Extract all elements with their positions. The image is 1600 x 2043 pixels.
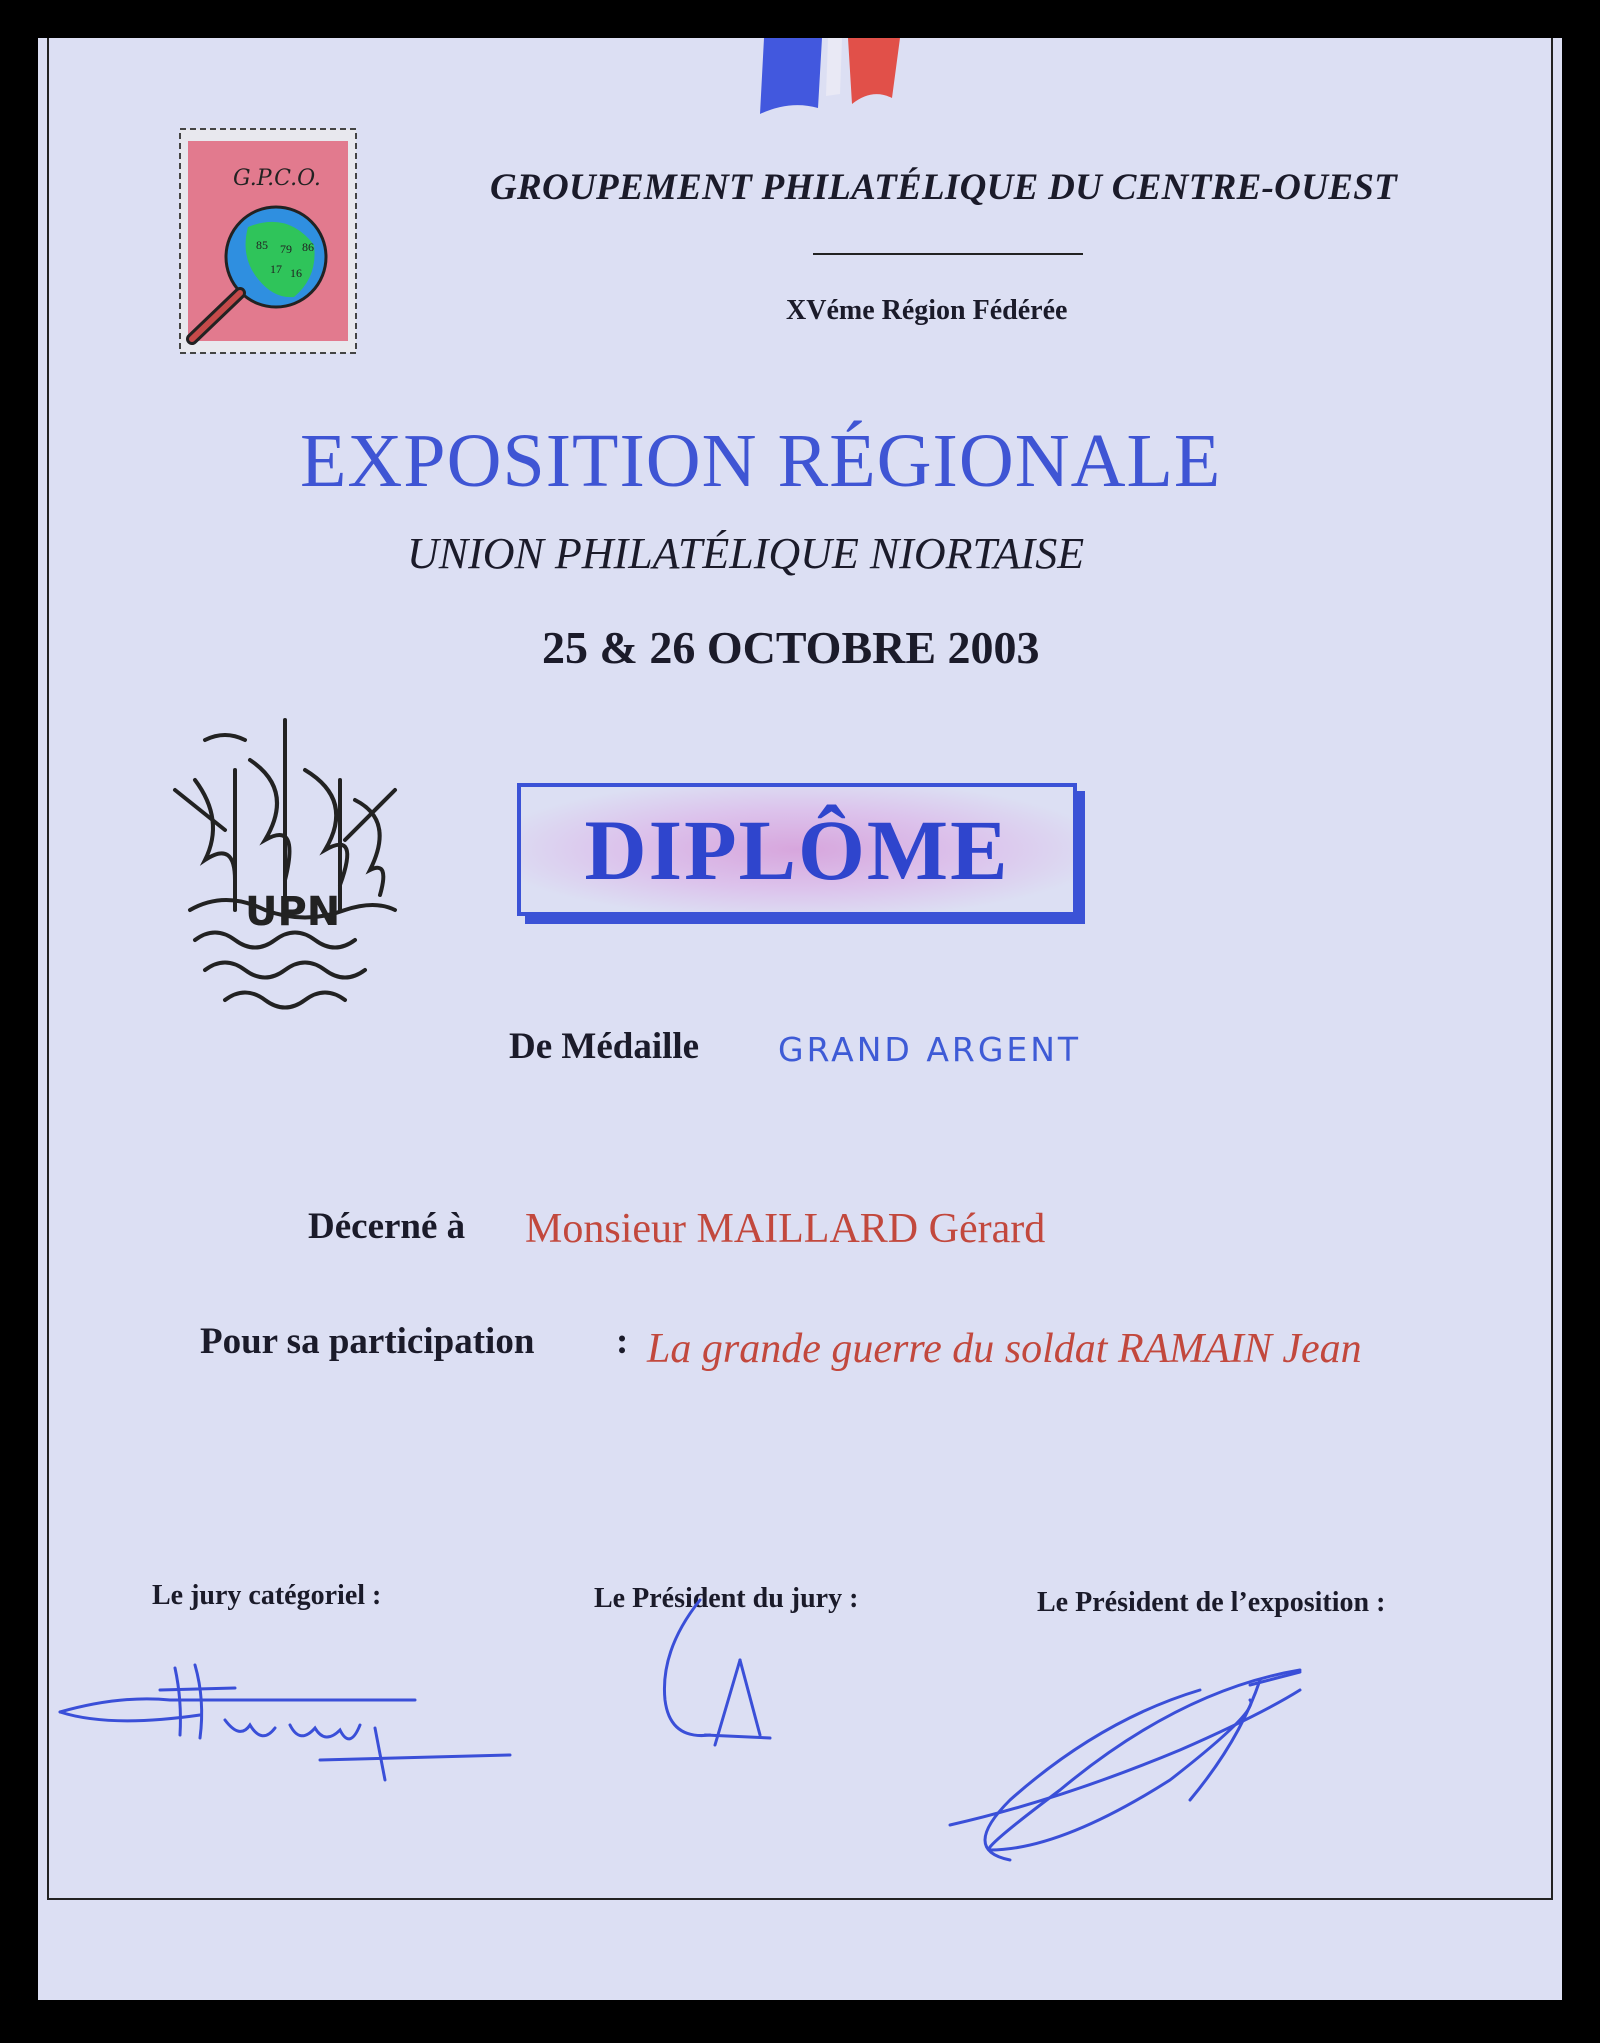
participation-label: Pour sa participation xyxy=(200,1321,535,1362)
jury-president-signature-label: Le Président du jury : xyxy=(594,1583,859,1614)
flag-icon xyxy=(760,38,900,118)
svg-text:85: 85 xyxy=(256,238,268,252)
logo-text: G.P.C.O. xyxy=(233,166,321,191)
awarded-label: Décerné à xyxy=(308,1206,466,1247)
svg-text:16: 16 xyxy=(290,266,302,280)
event-host: UNION PHILATÉLIQUE NIORTAISE xyxy=(407,529,1085,578)
region-label: XVéme Région Fédérée xyxy=(786,295,1068,326)
divider xyxy=(813,253,1083,255)
jury-signature-label: Le jury catégoriel : xyxy=(152,1580,382,1611)
participation-colon: : xyxy=(616,1321,629,1362)
awarded-value: Monsieur MAILLARD Gérard xyxy=(525,1206,1046,1252)
event-title: EXPOSITION RÉGIONALE xyxy=(300,419,1222,503)
organization-name: GROUPEMENT PHILATÉLIQUE DU CENTRE-OUEST xyxy=(490,167,1397,208)
svg-text:17: 17 xyxy=(270,262,282,276)
diploma-heading: DIPLÔME xyxy=(584,801,1010,898)
participation-value: La grande guerre du soldat RAMAIN Jean xyxy=(647,1326,1362,1372)
diploma-box xyxy=(517,783,1077,916)
event-date: 25 & 26 OCTOBRE 2003 xyxy=(542,622,1040,673)
ship-emblem-icon xyxy=(165,710,410,1025)
medal-value: GRAND ARGENT xyxy=(778,1030,1082,1069)
medal-label: De Médaille xyxy=(509,1026,700,1067)
emblem-initials: UPN xyxy=(245,889,341,935)
exhibition-president-signature-label: Le Président de l’exposition : xyxy=(1037,1587,1386,1618)
svg-text:86: 86 xyxy=(302,240,314,254)
svg-text:79: 79 xyxy=(280,242,292,256)
gpco-logo-stamp xyxy=(178,127,358,355)
